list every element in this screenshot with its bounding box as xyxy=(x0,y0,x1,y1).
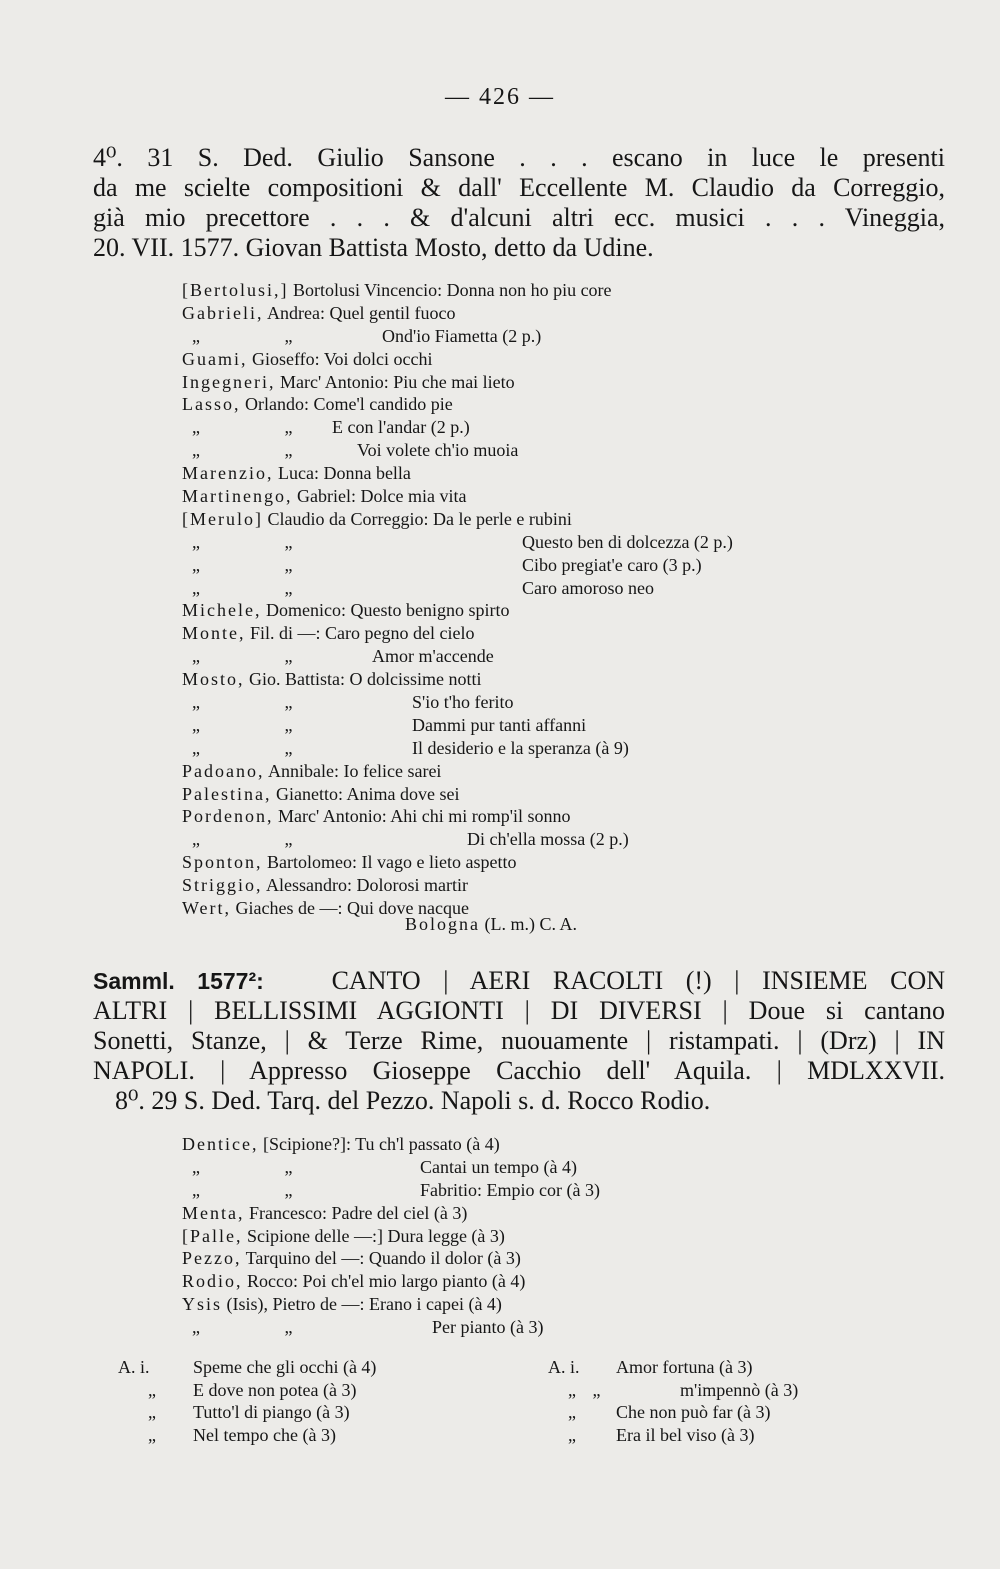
list-entry xyxy=(182,1317,952,1340)
composer-name xyxy=(182,669,482,690)
anon-title: Amor fortuna (à 3) xyxy=(616,1357,753,1377)
piece-title: Anima dove sei xyxy=(346,783,460,804)
ditto-mark: „ „ xyxy=(192,1179,333,1200)
list-entry xyxy=(182,326,952,349)
intro-line: 4⁰. 31 S. Ded. Giulio Sansone . . . escano in luce le presenti xyxy=(93,143,945,172)
piece-title: Dammi pur tanti affanni xyxy=(412,714,587,735)
ditto-mark: „ „ xyxy=(192,714,333,735)
ditto-mark: „ xyxy=(568,1424,576,1445)
piece-title: Piu che mai lieto xyxy=(393,371,515,392)
composer-name xyxy=(182,463,411,484)
list-entry xyxy=(182,349,952,372)
piece-title: Tu ch'l passato (à 4) xyxy=(355,1134,500,1154)
piece-title: Ahi chi mi romp'il sonno xyxy=(390,806,571,827)
list-entry xyxy=(182,623,952,646)
composer-forename: Giaches de —: xyxy=(235,898,343,919)
contents-list-1577-1 xyxy=(182,280,952,921)
composer-forename: Tarquino del —: xyxy=(245,1248,365,1269)
contents-list-1577-2 xyxy=(182,1134,952,1340)
composer-forename: Luca: xyxy=(277,463,319,484)
composer-forename: Bortolusi Vincencio: xyxy=(293,280,443,300)
composer-name xyxy=(182,1271,525,1292)
ditto-mark: „ „ xyxy=(192,1156,333,1177)
composer-name xyxy=(182,875,468,896)
composer-forename: Marc' Antonio: xyxy=(278,806,387,827)
sammel-line: NAPOLI. | Appresso Gioseppe Cacchio dell' Aquila. | MDLXXVII. xyxy=(93,1056,945,1085)
composer-name xyxy=(182,486,466,507)
ditto-mark: „ „ xyxy=(192,577,333,598)
piece-title: Di ch'ella mossa (2 p.) xyxy=(467,829,629,850)
composer-surname: Rodio, xyxy=(182,1271,243,1292)
piece-title: Questo benigno spirto xyxy=(350,600,510,621)
list-entry xyxy=(182,440,952,463)
list-entry xyxy=(182,372,952,395)
list-entry xyxy=(182,303,952,326)
place-sigla: (L. m.) C. A. xyxy=(484,914,577,934)
list-entry xyxy=(182,1203,952,1226)
composer-forename: Domenico: xyxy=(265,600,346,621)
sammel-line: ALTRI | BELLISSIMI AGGIONTI | DI DIVERSI | Doue si cantano xyxy=(93,996,945,1025)
composer-surname: Menta, xyxy=(182,1202,245,1223)
piece-title: Per pianto (à 3) xyxy=(432,1317,544,1338)
composer-name xyxy=(182,1203,467,1224)
piece-title: Cibo pregiat'e caro (3 p.) xyxy=(522,554,702,575)
composer-surname: Martinengo, xyxy=(182,486,293,507)
composer-surname: Dentice, xyxy=(182,1134,259,1154)
composer-name xyxy=(182,1226,505,1247)
composer-name xyxy=(182,600,509,621)
library-location xyxy=(405,914,577,935)
composer-surname: Gabrieli, xyxy=(182,302,264,323)
piece-title: Dura legge (à 3) xyxy=(387,1225,505,1246)
list-entry xyxy=(182,417,952,440)
piece-title: Il vago e lieto aspetto xyxy=(361,852,517,873)
composer-name xyxy=(182,349,433,370)
place-city: Bologna xyxy=(405,914,480,934)
piece-title: S'io t'ho ferito xyxy=(412,692,514,713)
piece-title: Voi dolci occhi xyxy=(323,348,433,369)
ditto-mark: „ xyxy=(568,1402,576,1422)
anon-title: Speme che gli occhi (à 4) xyxy=(193,1357,377,1377)
composer-forename: Gianetto: xyxy=(276,783,343,804)
list-entry xyxy=(182,738,952,761)
piece-title: Questo ben di dolcezza (2 p.) xyxy=(522,531,733,552)
anon-title: m'impennò (à 3) xyxy=(680,1379,799,1400)
ditto-mark: „ „ xyxy=(192,554,333,575)
composer-forename: Claudio da Correggio: xyxy=(267,508,429,529)
piece-title: Ond'io Fiametta (2 p.) xyxy=(382,325,542,346)
piece-title: Fabritio: Empio cor (à 3) xyxy=(420,1179,600,1200)
composer-name xyxy=(182,509,572,530)
composer-surname: Padoano, xyxy=(182,760,265,781)
composer-surname: Ingegneri, xyxy=(182,371,276,392)
ditto-mark: „ „ xyxy=(568,1379,607,1400)
composer-forename: Annibale: xyxy=(268,760,339,781)
list-entry xyxy=(182,555,952,578)
composer-surname: [Merulo] xyxy=(182,508,263,529)
list-entry xyxy=(182,1271,952,1294)
piece-title: Donna bella xyxy=(323,463,411,484)
composer-surname: [Palle, xyxy=(182,1225,243,1246)
ditto-mark: „ „ xyxy=(192,440,333,461)
list-entry xyxy=(182,486,952,509)
composer-name xyxy=(182,806,571,827)
composer-name xyxy=(182,784,459,805)
composer-name xyxy=(182,303,455,324)
list-entry xyxy=(182,1157,952,1180)
composer-name xyxy=(182,852,516,873)
composer-surname: Striggio, xyxy=(182,875,263,896)
list-entry xyxy=(182,1248,952,1271)
piece-title: Io felice sarei xyxy=(343,760,442,781)
list-entry xyxy=(182,394,952,417)
composer-name xyxy=(182,761,441,782)
ditto-mark: „ xyxy=(148,1424,156,1445)
composer-name xyxy=(182,372,515,393)
piece-title: Donna non ho piu core xyxy=(446,280,612,300)
piece-title: Quando il dolor (à 3) xyxy=(368,1248,521,1269)
ditto-mark: „ „ xyxy=(192,325,333,346)
composer-forename: Alessandro: xyxy=(266,875,353,896)
composer-surname: Michele, xyxy=(182,600,262,621)
anon-title: E dove non potea (à 3) xyxy=(193,1379,357,1400)
sammel-line: Sonetti, Stanze, | & Terze Rime, nuouamente | ristampati. | (Drz) | IN xyxy=(93,1026,945,1055)
composer-surname: Palestina, xyxy=(182,783,272,804)
anon-title: Tutto'l di piango (à 3) xyxy=(193,1402,350,1422)
piece-title: O dolcissime notti xyxy=(349,669,482,690)
piece-title: Amor m'accende xyxy=(372,646,494,667)
sammel-label: Samml. 1577²: xyxy=(93,968,264,994)
composer-name xyxy=(182,1294,502,1315)
composer-surname: Pezzo, xyxy=(182,1248,242,1269)
anonymous-list-left xyxy=(118,1357,498,1447)
composer-forename: Gio. Battista: xyxy=(249,669,346,690)
composer-name xyxy=(182,280,612,301)
composer-name xyxy=(182,394,453,415)
intro-line: 20. VII. 1577. Giovan Battista Mosto, detto da Udine. xyxy=(93,233,654,262)
ditto-mark: „ „ xyxy=(192,692,333,713)
composer-surname: Ysis xyxy=(182,1294,223,1315)
anon-title: Che non può far (à 3) xyxy=(616,1402,771,1422)
ditto-mark: „ „ xyxy=(192,417,333,438)
ditto-mark: „ „ xyxy=(192,737,333,758)
composer-surname: Monte, xyxy=(182,623,246,644)
sammel-paragraph xyxy=(93,966,945,1116)
piece-title: Caro pegno del cielo xyxy=(325,623,475,644)
composer-surname: Pordenon, xyxy=(182,806,274,827)
list-entry xyxy=(182,761,952,784)
piece-title: Voi volete ch'io muoia xyxy=(357,440,519,461)
piece-title: Padre del ciel (à 3) xyxy=(331,1202,468,1223)
page-number: — 426 — xyxy=(445,84,555,110)
list-entry xyxy=(182,1134,952,1157)
list-entry xyxy=(182,875,952,898)
piece-title: Cantai un tempo (à 4) xyxy=(420,1156,577,1177)
composer-surname: Mosto, xyxy=(182,669,245,690)
composer-forename: Rocco: xyxy=(247,1271,299,1292)
anon-title: Era il bel viso (à 3) xyxy=(616,1424,755,1445)
list-entry xyxy=(182,669,952,692)
piece-title: Caro amoroso neo xyxy=(522,577,654,598)
composer-forename: [Scipione?]: xyxy=(262,1134,351,1154)
list-entry xyxy=(182,806,952,829)
sammel-line: 8⁰. 29 S. Ded. Tarq. del Pezzo. Napoli s. d. Rocco Rodio. xyxy=(115,1086,711,1115)
piece-title: E con l'andar (2 p.) xyxy=(332,417,470,438)
ditto-mark: „ „ xyxy=(192,531,333,552)
piece-title: Dolce mia vita xyxy=(360,486,467,507)
composer-forename: (Isis), Pietro de —: xyxy=(226,1294,365,1315)
composer-surname: Marenzio, xyxy=(182,463,274,484)
piece-title: Erano i capei (à 4) xyxy=(369,1294,502,1315)
composer-name xyxy=(182,1248,521,1269)
piece-title: Come'l candido pie xyxy=(313,394,453,415)
intro-paragraph xyxy=(93,143,945,263)
list-entry xyxy=(182,532,952,555)
piece-title: Dolorosi martir xyxy=(356,875,468,896)
list-entry xyxy=(182,852,952,875)
anon-label: A. i. xyxy=(548,1357,580,1377)
list-entry xyxy=(182,578,952,601)
anon-label: A. i. xyxy=(118,1357,150,1377)
piece-title: Da le perle e rubini xyxy=(432,508,572,529)
list-entry xyxy=(182,829,952,852)
intro-line: già mio precettore . . . & d'alcuni altri ecc. musici . . . Vineggia, xyxy=(93,203,945,232)
anon-title: Nel tempo che (à 3) xyxy=(193,1424,336,1445)
anonymous-list-right xyxy=(548,1357,948,1447)
list-entry xyxy=(182,1226,952,1249)
list-entry xyxy=(182,646,952,669)
composer-surname: Lasso, xyxy=(182,394,241,415)
composer-surname: Sponton, xyxy=(182,852,263,873)
composer-forename: Scipione delle —:] xyxy=(247,1225,383,1246)
composer-surname: Wert, xyxy=(182,898,232,919)
composer-forename: Fil. di —: xyxy=(250,623,321,644)
composer-name xyxy=(182,623,474,644)
list-entry xyxy=(182,715,952,738)
composer-forename: Bartolomeo: xyxy=(267,852,357,873)
list-entry xyxy=(182,1180,952,1203)
sammel-line: CANTO | AERI RACOLTI (!) | INSIEME CON xyxy=(331,966,945,995)
piece-title: Qui dove nacque xyxy=(347,898,469,919)
ditto-mark: „ „ xyxy=(192,646,333,667)
composer-forename: Orlando: xyxy=(245,394,309,415)
composer-name xyxy=(182,1134,500,1155)
list-entry xyxy=(182,509,952,532)
composer-surname: [Bertolusi,] xyxy=(182,280,289,300)
list-entry xyxy=(182,463,952,486)
composer-forename: Andrea: xyxy=(267,302,325,323)
list-entry xyxy=(182,692,952,715)
ditto-mark: „ xyxy=(148,1379,156,1400)
piece-title: Poi ch'el mio largo pianto (à 4) xyxy=(302,1271,526,1292)
composer-forename: Francesco: xyxy=(248,1202,327,1223)
piece-title: Quel gentil fuoco xyxy=(329,302,456,323)
ditto-mark: „ „ xyxy=(192,1317,333,1338)
list-entry xyxy=(182,600,952,623)
composer-forename: Gabriel: xyxy=(296,486,356,507)
composer-surname: Guami, xyxy=(182,348,248,369)
composer-forename: Marc' Antonio: xyxy=(279,371,389,392)
intro-line: da me scielte compositioni & dall' Eccellente M. Claudio da Correggio, xyxy=(93,173,945,202)
list-entry xyxy=(182,784,952,807)
composer-forename: Gioseffo: xyxy=(252,348,320,369)
piece-title: Il desiderio e la speranza (à 9) xyxy=(412,737,629,758)
list-entry xyxy=(182,1294,952,1317)
ditto-mark: „ xyxy=(148,1402,156,1422)
ditto-mark: „ „ xyxy=(192,829,333,850)
list-entry xyxy=(182,280,952,303)
